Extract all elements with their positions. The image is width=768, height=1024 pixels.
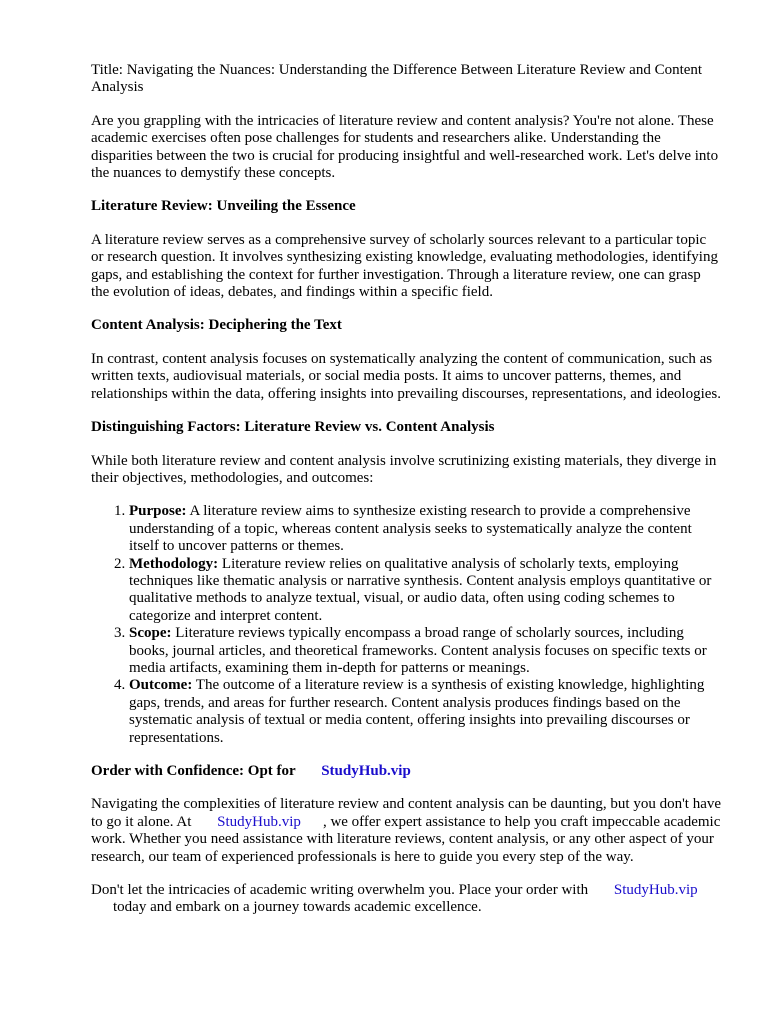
- section-heading-order: [91, 763, 721, 780]
- intro-paragraph: Are you grappling with the intricacies of literature review and content analysis? You're not alone. These academic exercises often pose challenges for students and researchers alike. Understanding the disparities between the two is crucial for producing insightful and well-researched work. Let's delve into the nuances to demystify these concepts.: [91, 112, 719, 182]
- list-item: [129, 556, 721, 626]
- factor-term: Methodology:: [129, 555, 219, 572]
- factor-text: Literature review relies on qualitative analysis of scholarly texts, employing techniques like thematic analysis or narrative synthesis. Content analysis employs quantitative or qualitative methods to analyze textual, visual, or audio data, often using coding schemes to categorize and interpret content.: [129, 555, 712, 624]
- literature-review-paragraph: A literature review serves as a comprehensive survey of scholarly sources relevant to a particular topic or research question. It involves synthesizing existing knowledge, evaluating methodologies, identifying gaps, and establishing the context for further investigation. Through a literature review, one can grasp the evolution of ideas, debates, and findings within a specific field.: [91, 231, 718, 301]
- factors-list: [91, 503, 721, 747]
- content-analysis-paragraph: In contrast, content analysis focuses on systematically analyzing the content of communication, such as written texts, audiovisual materials, or social media posts. It aims to uncover patterns, themes, and relationships within the data, offering insights into prevailing discourses, representations, and ideologies.: [91, 350, 722, 402]
- factor-text: Literature reviews typically encompass a broad range of scholarly sources, including books, journal articles, and theoretical frameworks. Content analysis focuses on specific texts or media artifacts, examining them in-depth for patterns or meanings.: [129, 625, 707, 676]
- section-heading-literature-review: Literature Review: Unveiling the Essence: [91, 198, 356, 215]
- distinguishing-factors-paragraph: While both literature review and content analysis involve scrutinizing existing materials, they diverge in their objectives, methodologies, and outcomes:: [91, 452, 717, 486]
- factor-term: Outcome:: [129, 677, 193, 694]
- studyhub-inline-link[interactable]: StudyHub.vip: [217, 813, 301, 830]
- closing-paragraph: [91, 882, 721, 917]
- closing-paragraph-end: today and embark on a journey towards academic excellence.: [113, 899, 482, 916]
- list-item: [129, 503, 721, 555]
- order-paragraph-start: Navigating the complexities of literature review and content analysis can be daunting, but you don't have to go it alone. At: [91, 796, 722, 830]
- list-item: [129, 677, 721, 747]
- studyhub-heading-link[interactable]: StudyHub.vip: [321, 763, 411, 779]
- studyhub-closing-link[interactable]: StudyHub.vip: [613, 882, 698, 899]
- order-heading-text: Order with Confidence: Opt for: [91, 763, 296, 779]
- list-item: [129, 625, 721, 677]
- factor-text: The outcome of a literature review is a synthesis of existing knowledge, highlighting gaps, trends, and areas for further research. Content analysis produces findings based on the systematic analysis of textual or media content, offering insights into prevailing discourses or representations.: [129, 677, 705, 746]
- order-paragraph: [91, 796, 721, 866]
- factor-text: A literature review aims to synthesize existing research to provide a comprehensive understanding of a topic, whereas content analysis seeks to systematically analyze the content itself to uncover patterns or themes.: [129, 503, 692, 555]
- document-title: Title: Navigating the Nuances: Understanding the Difference Between Literature Review and Content Analysis: [91, 62, 703, 96]
- document-page: [91, 62, 721, 917]
- closing-paragraph-start: Don't let the intricacies of academic writing overwhelm you. Place your order with: [91, 882, 589, 899]
- section-heading-distinguishing-factors: Distinguishing Factors: Literature Review vs. Content Analysis: [91, 419, 495, 436]
- section-heading-content-analysis: Content Analysis: Deciphering the Text: [91, 317, 342, 334]
- factor-term: Purpose:: [129, 503, 187, 520]
- order-paragraph-end: , we offer expert assistance to help you craft impeccable academic work. Whether you need assistance with literature reviews, content analysis, or any other aspect of your research, our team of experienced professionals is here to guide you every step of the way.: [91, 813, 721, 865]
- factor-term: Scope:: [129, 625, 172, 642]
